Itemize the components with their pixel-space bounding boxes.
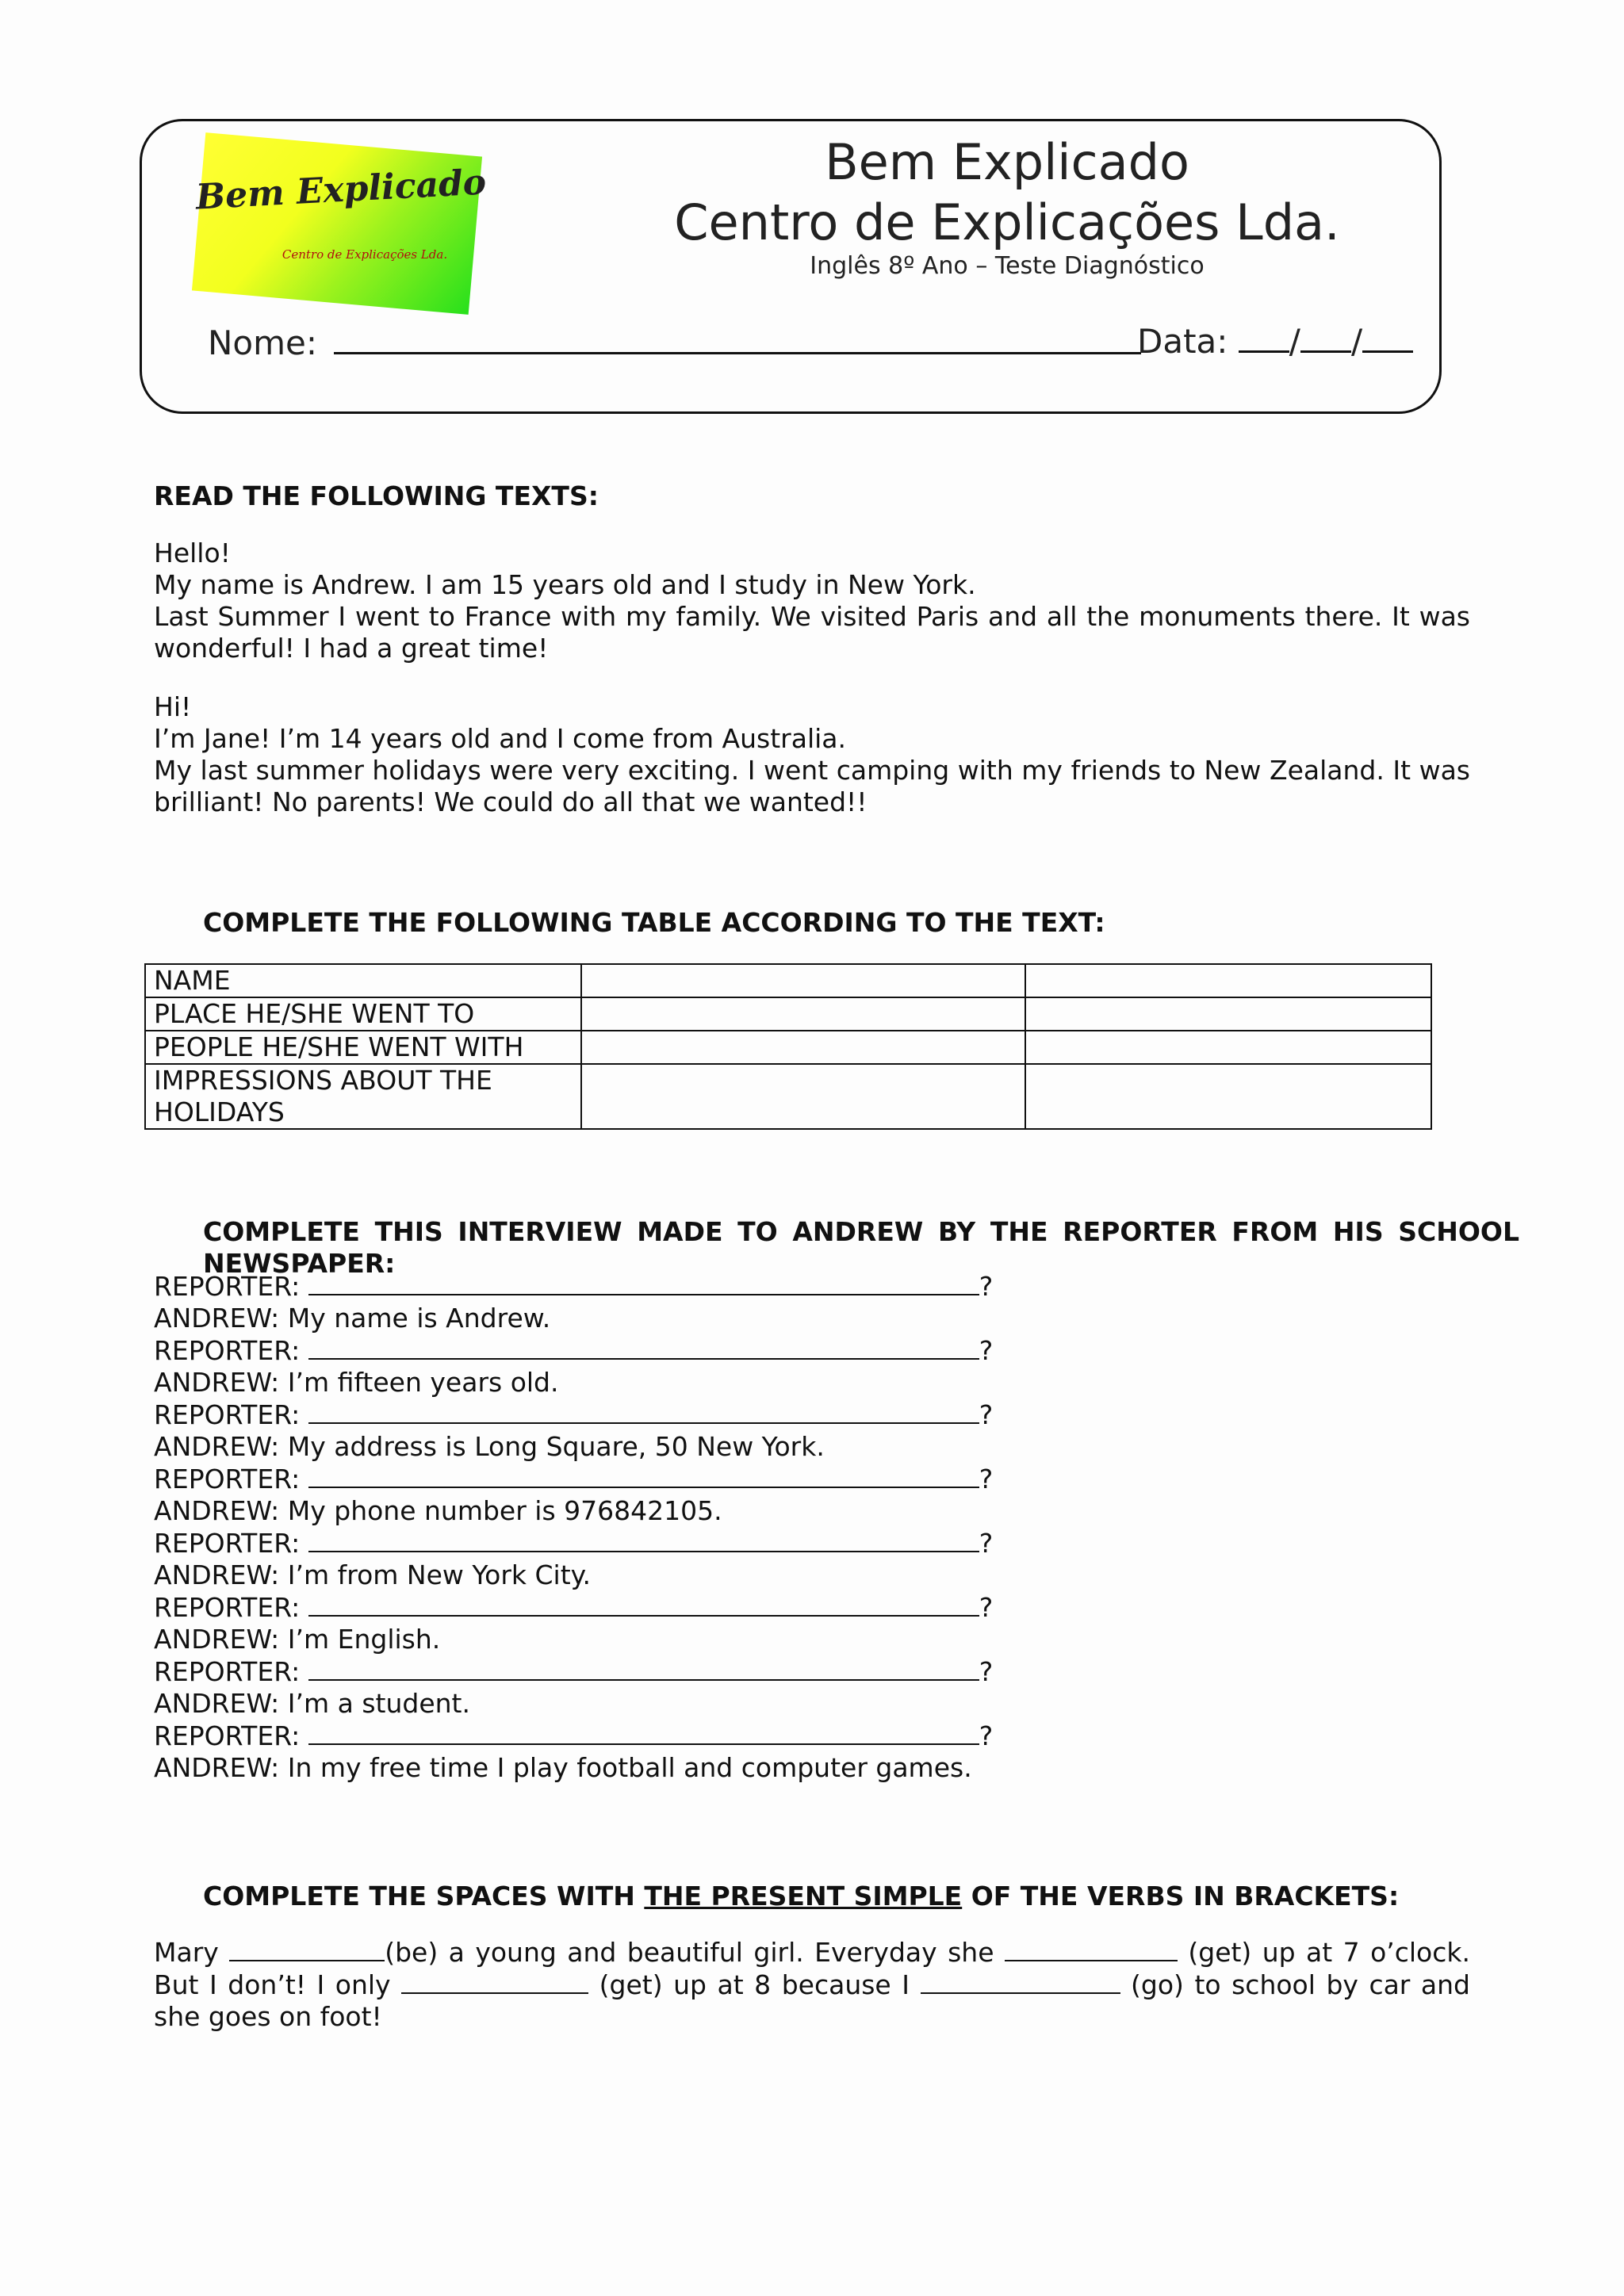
text-jane bbox=[154, 691, 1470, 818]
reporter-label: REPORTER: bbox=[154, 1335, 301, 1366]
table-row bbox=[145, 997, 1431, 1031]
name-field[interactable] bbox=[334, 322, 1141, 354]
question-field[interactable] bbox=[308, 1270, 979, 1295]
answer-cell[interactable] bbox=[1025, 1031, 1431, 1064]
section4-heading bbox=[203, 1881, 1519, 1912]
row-label: PEOPLE HE/SHE WENT WITH bbox=[145, 1031, 581, 1064]
answer-table bbox=[144, 963, 1432, 1130]
question-mark: ? bbox=[979, 1592, 994, 1623]
question-mark: ? bbox=[979, 1271, 994, 1302]
heading-part: OF THE VERBS IN BRACKETS: bbox=[962, 1881, 1400, 1911]
text-line: Last Summer I went to France with my family. We visited Paris and all the monuments there. It was wonderful! I had a great time! bbox=[154, 601, 1470, 664]
question-field[interactable] bbox=[308, 1591, 979, 1617]
answer-cell[interactable] bbox=[1025, 964, 1431, 997]
answer-cell[interactable] bbox=[581, 1031, 1025, 1064]
verb-blank[interactable] bbox=[401, 1969, 588, 1994]
name-row bbox=[208, 322, 1141, 362]
header-title-line1: Bem Explicado bbox=[825, 133, 1189, 191]
andrew-answer: ANDREW: I’m a student. bbox=[154, 1688, 470, 1719]
answer-cell[interactable] bbox=[581, 997, 1025, 1031]
answer-cell[interactable] bbox=[1025, 997, 1431, 1031]
reporter-label: REPORTER: bbox=[154, 1528, 301, 1559]
row-label: PLACE HE/SHE WENT TO bbox=[145, 997, 581, 1031]
question-mark: ? bbox=[979, 1464, 994, 1494]
reporter-line bbox=[154, 1399, 993, 1431]
reporter-line bbox=[154, 1591, 993, 1624]
date-label: Data: bbox=[1137, 322, 1228, 361]
logo-image bbox=[192, 132, 482, 315]
question-mark: ? bbox=[979, 1656, 994, 1687]
question-field[interactable] bbox=[308, 1463, 979, 1488]
name-label: Nome: bbox=[208, 323, 318, 362]
interview bbox=[154, 1270, 993, 1784]
date-month-field[interactable] bbox=[1300, 325, 1351, 353]
reporter-label: REPORTER: bbox=[154, 1399, 301, 1430]
text-line: I’m Jane! I’m 14 years old and I come from Australia. bbox=[154, 723, 847, 754]
question-mark: ? bbox=[979, 1528, 994, 1559]
reporter-line bbox=[154, 1527, 993, 1559]
question-mark: ? bbox=[979, 1720, 994, 1751]
andrew-answer: ANDREW: I’m from New York City. bbox=[154, 1559, 591, 1590]
reporter-line bbox=[154, 1720, 993, 1752]
reporter-label: REPORTER: bbox=[154, 1656, 301, 1687]
reporter-line bbox=[154, 1463, 993, 1495]
question-field[interactable] bbox=[308, 1334, 979, 1360]
verbs-exercise bbox=[154, 1936, 1470, 2033]
section1-heading: READ THE FOLLOWING TEXTS: bbox=[154, 480, 599, 511]
text-line: My name is Andrew. I am 15 years old and I study in New York. bbox=[154, 569, 976, 600]
table-row bbox=[145, 964, 1431, 997]
text-part: (go) to school by car and she goes on foot! bbox=[154, 1969, 1470, 2032]
heading-underlined: THE PRESENT SIMPLE bbox=[644, 1881, 963, 1911]
reporter-line bbox=[154, 1334, 993, 1367]
question-field[interactable] bbox=[308, 1655, 979, 1681]
question-field[interactable] bbox=[308, 1720, 979, 1745]
verb-blank[interactable] bbox=[921, 1969, 1120, 1994]
logo-title: Bem Explicado bbox=[194, 162, 488, 218]
text-line: Hi! bbox=[154, 691, 192, 722]
reporter-label: REPORTER: bbox=[154, 1720, 301, 1751]
reporter-line bbox=[154, 1655, 993, 1688]
andrew-answer: ANDREW: My phone number is 976842105. bbox=[154, 1495, 722, 1526]
date-year-field[interactable] bbox=[1362, 325, 1413, 353]
heading-part: COMPLETE THE SPACES WITH bbox=[203, 1881, 645, 1911]
answer-cell[interactable] bbox=[581, 964, 1025, 997]
logo-subtitle: Centro de Explicações Lda. bbox=[282, 247, 448, 262]
question-field[interactable] bbox=[308, 1527, 979, 1552]
answer-cell[interactable] bbox=[581, 1064, 1025, 1129]
text-line: My last summer holidays were very exciting. I went camping with my friends to New Zealand. It was brilliant! No parents! We could do all that we wanted!! bbox=[154, 755, 1470, 817]
date-sep: / bbox=[1289, 322, 1300, 361]
reporter-label: REPORTER: bbox=[154, 1464, 301, 1494]
text-part: (get) up at 7 o’clock. But I don’t! I only bbox=[154, 1937, 1470, 2000]
text-part: (get) up at 8 because I bbox=[588, 1969, 921, 2000]
table-row bbox=[145, 1031, 1431, 1064]
andrew-answer: ANDREW: I’m English. bbox=[154, 1624, 441, 1655]
section2-heading: COMPLETE THE FOLLOWING TABLE ACCORDING TO THE TEXT: bbox=[203, 907, 1105, 938]
text-andrew bbox=[154, 538, 1470, 664]
question-field[interactable] bbox=[308, 1399, 979, 1424]
text-part: (be) a young and beautiful girl. Everyday she bbox=[385, 1937, 1005, 1968]
text-line: Hello! bbox=[154, 538, 231, 568]
answer-cell[interactable] bbox=[1025, 1064, 1431, 1129]
text-part: Mary bbox=[154, 1937, 230, 1968]
date-row bbox=[1137, 322, 1413, 361]
reporter-line bbox=[154, 1270, 993, 1303]
reporter-label: REPORTER: bbox=[154, 1271, 301, 1302]
reporter-label: REPORTER: bbox=[154, 1592, 301, 1623]
header-title-line2: Centro de Explicações Lda. bbox=[674, 193, 1340, 251]
verb-blank[interactable] bbox=[1005, 1936, 1178, 1961]
table-row bbox=[145, 1064, 1431, 1129]
date-sep: / bbox=[1350, 322, 1363, 361]
question-mark: ? bbox=[979, 1399, 994, 1430]
andrew-answer: ANDREW: I’m fifteen years old. bbox=[154, 1367, 559, 1398]
section3-heading: COMPLETE THIS INTERVIEW MADE TO ANDREW BY THE REPORTER FROM HIS SCHOOL NEWSPAPER: bbox=[203, 1216, 1519, 1279]
andrew-answer: ANDREW: My address is Long Square, 50 New York. bbox=[154, 1431, 825, 1462]
verb-blank[interactable] bbox=[229, 1936, 385, 1961]
row-label: IMPRESSIONS ABOUT THE HOLIDAYS bbox=[145, 1064, 581, 1129]
row-label: NAME bbox=[145, 964, 581, 997]
date-day-field[interactable] bbox=[1239, 325, 1289, 353]
header-subtitle: Inglês 8º Ano – Teste Diagnóstico bbox=[810, 252, 1205, 280]
andrew-answer: ANDREW: In my free time I play football and computer games. bbox=[154, 1752, 972, 1783]
andrew-answer: ANDREW: My name is Andrew. bbox=[154, 1303, 551, 1334]
question-mark: ? bbox=[979, 1335, 994, 1366]
